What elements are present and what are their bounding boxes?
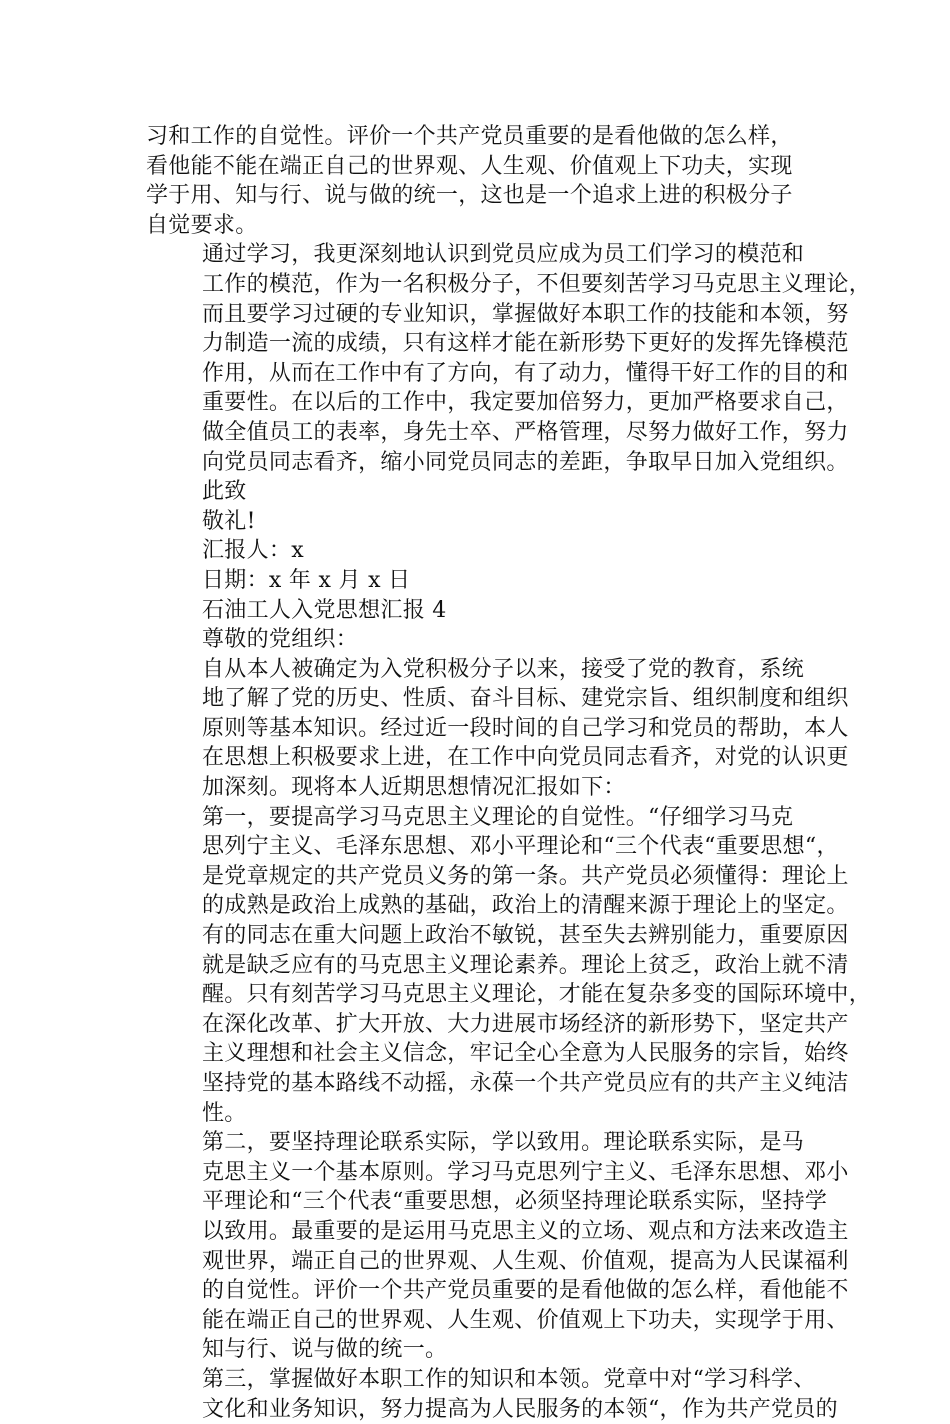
- text-line: 原则等基本知识。经过近一段时间的自己学习和党员的帮助，本人: [202, 715, 849, 741]
- text-line: 日期：x 年 x 月 x 日: [202, 567, 411, 593]
- paragraph-p3: [146, 477, 806, 507]
- text-line: 尊敬的党组织：: [202, 627, 359, 653]
- paragraph-p11: [146, 1128, 849, 1365]
- text-line: 观世界，端正自己的世界观、人生观、价值观，提高为人民谋福利: [202, 1248, 849, 1274]
- text-line: 思列宁主义、毛泽东思想、邓小平理论和“三个代表“重要思想“，: [202, 834, 839, 860]
- text-line: 力制造一流的成绩，只有这样才能在新形势下更好的发挥先锋模范: [202, 331, 849, 357]
- text-line: 第三，掌握做好本职工作的知识和本领。党章中对“学习科学、: [202, 1366, 816, 1392]
- paragraph-p2: [146, 240, 872, 477]
- text-line: 通过学习，我更深刻地认识到党员应成为员工们学习的模范和: [202, 242, 805, 268]
- text-line: 平理论和“三个代表“重要思想，必须坚持理论联系实际，坚持学: [202, 1189, 828, 1215]
- paragraph-p5: [146, 536, 806, 566]
- text-line: 第一，要提高学习马克思主义理论的自觉性。“仔细学习马克: [202, 804, 794, 830]
- text-line: 重要性。在以后的工作中，我定要加倍努力，更加严格要求自己，: [202, 390, 849, 416]
- text-line: 是党章规定的共产党员义务的第一条。共产党员必须懂得：理论上: [202, 863, 849, 889]
- text-line: 有的同志在重大问题上政治不敏锐，甚至失去辨别能力，重要原因: [202, 923, 849, 949]
- paragraph-p4: [146, 507, 806, 537]
- document-body: [146, 122, 872, 1424]
- text-line: 主义理想和社会主义信念，牢记全心全意为人民服务的宗旨，始终: [202, 1041, 849, 1067]
- text-line: 能在端正自己的世界观、人生观、价值观上下功夫，实现学于用、: [202, 1307, 849, 1333]
- text-line: 向党员同志看齐，缩小同党员同志的差距，争取早日加入党组织。: [202, 449, 849, 475]
- text-line: 在思想上积极要求上进，在工作中向党员同志看齐，对党的认识更: [202, 745, 849, 771]
- text-line: 以致用。最重要的是运用马克思主义的立场、观点和方法来改造主: [202, 1218, 849, 1244]
- text-line: 地了解了党的历史、性质、奋斗目标、建党宗旨、组织制度和组织: [202, 686, 849, 712]
- text-line: 就是缺乏应有的马克思主义理论素养。理论上贫乏，政治上就不清: [202, 952, 849, 978]
- text-line: 石油工人入党思想汇报 4: [202, 597, 447, 623]
- text-line: 敬礼!: [202, 508, 256, 534]
- text-line: 在深化改革、扩大开放、大力进展市场经济的新形势下，坚定共产: [202, 1011, 849, 1037]
- text-line: 的成熟是政治上成熟的基础，政治上的清醒来源于理论上的坚定。: [202, 893, 849, 919]
- text-line: 知与行、说与做的统一。: [202, 1337, 448, 1363]
- paragraph-p12: [146, 1365, 838, 1424]
- text-line: 性。: [202, 1100, 247, 1126]
- text-line: 克思主义一个基本原则。学习马克思列宁主义、毛泽东思想、邓小: [202, 1159, 849, 1185]
- text-line: 的自觉性。评价一个共产党员重要的是看他做的怎么样，看他能不: [202, 1278, 849, 1304]
- paragraph-p7: [146, 596, 806, 626]
- text-line: 坚持党的基本路线不动摇，永葆一个共产党员应有的共产主义纯洁: [202, 1071, 849, 1096]
- text-line: 而且要学习过硬的专业知识，掌握做好本职工作的技能和本领，努: [202, 301, 849, 327]
- text-line: 学于用、知与行、说与做的统一，这也是一个追求上进的积极分子: [146, 183, 793, 209]
- paragraph-p9: [146, 655, 849, 803]
- text-line: 做全值员工的表率，身先士卒、严格管理，尽努力做好工作，努力: [202, 419, 849, 445]
- paragraph-p1: [146, 122, 806, 240]
- paragraph-p6: [146, 566, 806, 596]
- text-line: 加深刻。现将本人近期思想情况汇报如下：: [202, 775, 626, 801]
- text-line: 看他能不能在端正自己的世界观、人生观、价值观上下功夫，实现: [146, 153, 793, 179]
- text-line: 工作的模范，作为一名积极分子，不但要刻苦学习马克思主义理论，: [202, 271, 872, 297]
- text-line: 醒。只有刻苦学习马克思主义理论，才能在复杂多变的国际环境中，: [202, 982, 872, 1008]
- text-line: 习和工作的自觉性。评价一个共产党员重要的是看他做的怎么样，: [146, 124, 793, 149]
- text-line: 第二，要坚持理论联系实际，学以致用。理论联系实际，是马: [202, 1130, 805, 1156]
- paragraph-p8: [146, 625, 806, 655]
- paragraph-p10: [146, 803, 872, 1129]
- text-line: 此致: [202, 479, 247, 505]
- text-line: 自觉要求。: [146, 212, 258, 238]
- text-line: 自从本人被确定为入党积极分子以来，接受了党的教育，系统: [202, 656, 805, 682]
- text-line: 作用，从而在工作中有了方向，有了动力，懂得干好工作的目的和: [202, 360, 849, 386]
- text-line: 汇报人：x: [202, 538, 304, 564]
- text-line: 文化和业务知识，努力提高为人民服务的本领“，作为共产党员的: [202, 1396, 838, 1422]
